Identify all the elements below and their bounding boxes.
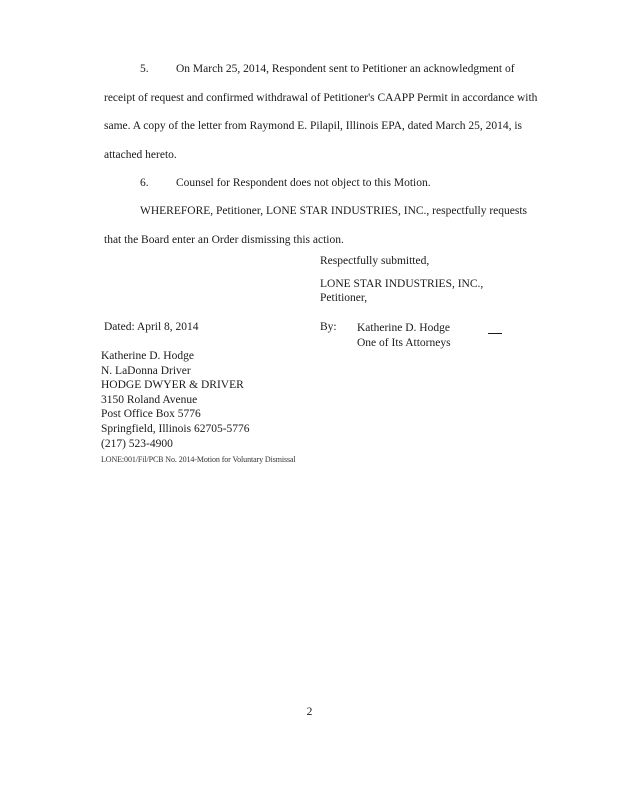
address-line: Springfield, Illinois 62705-5776 — [101, 422, 250, 435]
closing-line: Respectfully submitted, — [320, 255, 430, 267]
wherefore-text: WHEREFORE, Petitioner, LONE STAR INDUSTRIES, INC., respectfully requests that the Board enter an Order dismissing this action. — [104, 205, 528, 246]
dated-line: Dated: April 8, 2014 — [104, 321, 199, 333]
by-label: By: — [320, 321, 337, 333]
paragraph-5 — [104, 55, 544, 169]
document-file-path: LONE:001/Fil/PCB No. 2014-Motion for Voluntary Dismissal — [101, 455, 296, 464]
page-number: 2 — [306, 706, 313, 718]
paragraph-number: 5. — [140, 63, 149, 75]
attorney-address-block — [101, 349, 250, 451]
signer-block — [357, 321, 451, 350]
address-line: (217) 523-4900 — [101, 437, 173, 450]
party-name: LONE STAR INDUSTRIES, INC., — [320, 277, 484, 290]
address-line: Post Office Box 5776 — [101, 408, 201, 421]
wherefore-paragraph — [104, 197, 544, 254]
paragraph-text: Counsel for Respondent does not object to this Motion. — [176, 177, 431, 189]
signer-role: One of Its Attorneys — [357, 336, 451, 349]
paragraph-6 — [104, 169, 544, 198]
address-line: HODGE DWYER & DRIVER — [101, 379, 244, 392]
signer-name: Katherine D. Hodge — [357, 322, 450, 334]
signature-line — [488, 333, 502, 334]
address-line: 3150 Roland Avenue — [101, 393, 198, 406]
signature-block — [320, 254, 483, 306]
address-line: Katherine D. Hodge — [101, 350, 194, 362]
paragraph-text: On March 25, 2014, Respondent sent to Petitioner an acknowledgment of receipt of request and confirmed withdrawal of Petitioner's CAAPP Permit in accordance with same. A copy of the letter from Raymond E. Pilapil, Illinois EPA, dated March 25, 2014, is attached hereto. — [104, 63, 538, 161]
address-line: N. LaDonna Driver — [101, 364, 191, 377]
paragraph-number: 6. — [140, 177, 149, 189]
party-role: Petitioner, — [320, 292, 368, 304]
